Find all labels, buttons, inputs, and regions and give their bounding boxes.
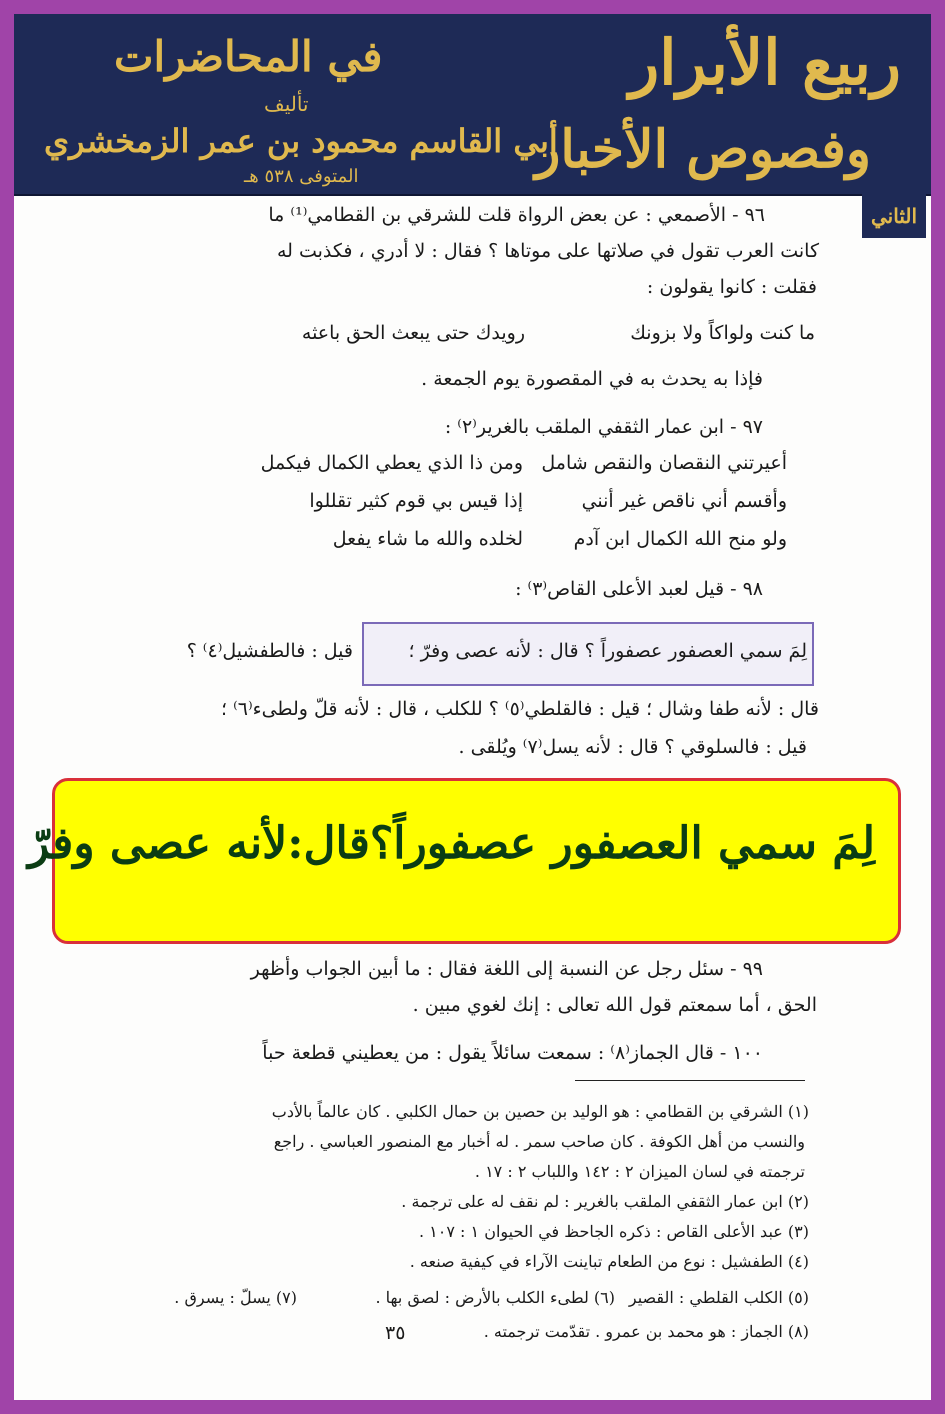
footnote-6: (٦) لطىء الكلب بالأرض : لصق بها . <box>375 1288 615 1307</box>
entry-99-line-2: الحق ، أما سمعتم قول الله تعالى : إنك لغوي مبين . <box>412 994 817 1016</box>
volume-badge: الثاني <box>862 194 926 238</box>
entry-97-verse-2-second: إذا قيس بي قوم كثير تقللوا <box>309 490 523 512</box>
book-title: ربيع الأبرار <box>629 26 901 99</box>
footnote-1-line-1: (١) الشرقي بن القطامي : هو الوليد بن حصين بن حمال الكلبي . كان عالماً بالأدب <box>271 1102 809 1121</box>
book-lecture-caption: في المحاضرات <box>114 32 383 81</box>
entry-97-verse-3-first: ولو منح الله الكمال ابن آدم <box>573 528 787 550</box>
page-number: ٣٥ <box>385 1322 406 1344</box>
entry-97-verse-3-second: لخلده والله ما شاء يفعل <box>332 528 523 550</box>
entry-97-verse-2-first: وأقسم أني ناقص غير أنني <box>581 490 787 512</box>
footnote-4: (٤) الطفشيل : نوع من الطعام تباينت الآراء في كيفية صنعه . <box>409 1252 809 1271</box>
author-death-date: المتوفى ٥٣٨ هـ <box>244 166 359 187</box>
entry-99-line-1: ٩٩ - سئل رجل عن النسبة إلى اللغة فقال : ما أبين الجواب وأظهر <box>250 958 763 980</box>
footnote-7: (٧) يسلّ : يسرق . <box>174 1288 297 1307</box>
entry-98-line-1: ٩٨ - قيل لعبد الأعلى القاص⁽٣⁾ : <box>515 578 763 600</box>
entry-97-verse-1-first: أعيرتني النقصان والنقص شامل <box>541 452 787 474</box>
entry-98-line-2-rest: قيل : فالطفشيل⁽٤⁾ ؟ <box>186 640 353 662</box>
entry-97-line-1: ٩٧ - ابن عمار الثقفي الملقب بالغرير⁽٢⁾ : <box>444 416 763 438</box>
footnote-1-line-3: ترجمته في لسان الميزان ٢ : ١٤٢ واللباب ٢ : ١٧ . <box>474 1162 805 1181</box>
entry-98-boxed-quote: لِمَ سمي العصفور عصفوراً ؟ قال : لأنه عصى وفرّ ؛ <box>408 640 807 662</box>
entry-96-line-3: فقلت : كانوا يقولون : <box>646 276 817 298</box>
entry-100-line-1: ١٠٠ - قال الجماز⁽٨⁾ : سمعت سائلاً يقول : من يعطيني قطعة حباً <box>262 1042 763 1064</box>
entry-96-line-1: ٩٦ - الأصمعي : عن بعض الرواة قلت للشرقي بن القطامي⁽¹⁾ ما <box>268 204 765 226</box>
entry-98-line-4: قيل : فالسلوقي ؟ قال : لأنه يسل⁽٧⁾ ويُلقى . <box>458 736 807 758</box>
footnote-8: (٨) الجماز : هو محمد بن عمرو . تقدّمت ترجمته . <box>483 1322 809 1341</box>
entry-97-verse-1-second: ومن ذا الذي يعطي الكمال فيكمل <box>260 452 523 474</box>
entry-96-verse-1-first: ما كنت ولواكاً ولا بزونك <box>630 322 815 344</box>
footnote-5: (٥) الكلب القلطي : القصير <box>628 1288 809 1307</box>
footnote-3: (٣) عبد الأعلى القاص : ذكره الجاحظ في الحيوان ١ : ١٠٧ . <box>419 1222 809 1241</box>
book-subtitle: وفصوص الأخبار <box>535 119 871 180</box>
entry-98-line-3: قال : لأنه طفا وشال ؛ قيل : فالقلطي⁽٥⁾ ؟ للكلب ، قال : لأنه قلّ ولطىء⁽٦⁾ ؛ <box>221 698 819 720</box>
entry-96-verse-1-second: رويدك حتى يبعث الحق باعثه <box>301 322 525 344</box>
footnote-2: (٢) ابن عمار الثقفي الملقب بالغرير : لم نقف له على ترجمة . <box>401 1192 809 1211</box>
entry-96-line-2: كانت العرب تقول في صلاتها على موتاها ؟ فقال : لا أدري ، فكذبت له <box>276 240 819 262</box>
highlight-callout-text: لِمَ سمي العصفور عصفوراً؟قال:لأنه عصى وفرّ <box>28 818 875 869</box>
footnote-1-line-2: والنسب من أهل الكوفة . كان صاحب سمر . له أخبار مع المنصور العباسي . راجع <box>273 1132 805 1151</box>
authored-by-label: تأليف <box>264 92 309 116</box>
footnote-separator <box>575 1080 805 1081</box>
author-name: أبي القاسم محمود بن عمر الزمخشري <box>44 122 558 160</box>
book-cover-banner <box>14 14 931 196</box>
entry-96-line-4: فإذا به يحدث به في المقصورة يوم الجمعة . <box>421 368 763 390</box>
